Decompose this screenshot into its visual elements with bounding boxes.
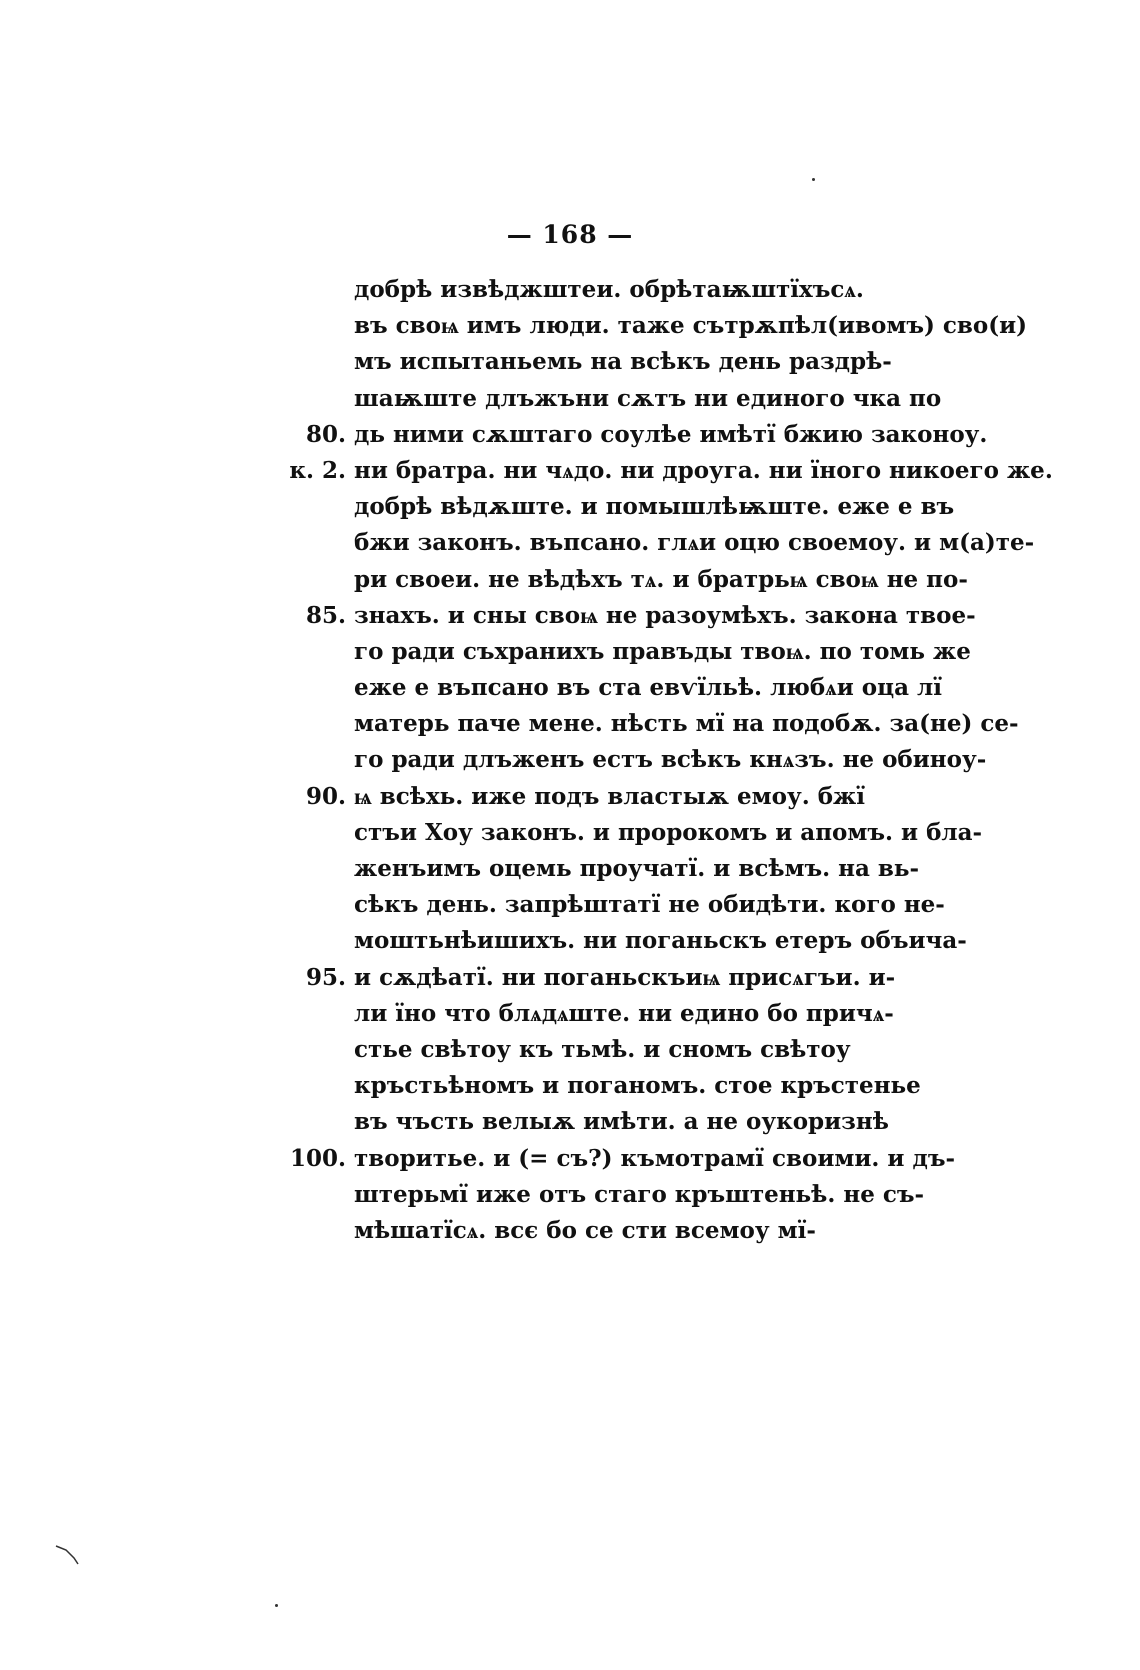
page-number: — 168 —	[506, 220, 634, 249]
line-text: го ради длъженъ естъ всѣкъ кнѧзъ. не обиноу-	[354, 746, 987, 774]
text-line	[270, 489, 960, 525]
text-line	[270, 598, 976, 634]
text-line	[270, 381, 960, 417]
text-line	[270, 742, 987, 778]
line-text: и сѫдѣатї. ни поганьскъиѩ присѧгъи. и-	[354, 963, 896, 991]
line-text: ри своеи. не вѣдѣхъ тѧ. и братрьѩ своѩ не по-	[354, 565, 968, 593]
text-line	[270, 417, 988, 453]
text-line	[270, 960, 960, 996]
text-line	[270, 525, 1035, 561]
line-text: матерь паче мене. нѣсть мї на подобѫ. за(не) се-	[354, 710, 1019, 738]
line-text: ни братра. ни чѧдо. ни дроуга. ни їного никоего же.	[354, 456, 1053, 484]
text-line	[270, 851, 960, 887]
line-text: женъимъ оцемь проучатї. и всѣмъ. на вь-	[354, 855, 920, 882]
text-line	[270, 706, 1019, 742]
text-line	[270, 344, 960, 380]
line-text: стъи Хоу законъ. и пророкомъ и апомъ. и бла-	[354, 818, 983, 846]
line-text: въ чъсть велыѫ имѣти. а не оукоризнѣ	[354, 1108, 889, 1136]
line-marker: 90.	[305, 782, 346, 810]
text-line	[270, 272, 960, 308]
line-text: ли їно что блѧдѧште. ни едино бо причѧ-	[354, 999, 894, 1027]
line-marker: 100.	[289, 1144, 346, 1172]
text-line	[270, 1141, 960, 1177]
line-marker: 95.	[305, 963, 346, 991]
line-text: сѣкъ день. запрѣштатї не обидѣти. кого не-	[354, 891, 945, 919]
scan-speck	[275, 1604, 278, 1607]
text-line	[270, 1177, 960, 1213]
line-text: бжи законъ. въпсано. глѧи оцю своемоу. и м(а)те-	[354, 529, 1035, 557]
text-line	[270, 996, 960, 1032]
text-line	[270, 923, 967, 959]
text-line	[270, 779, 960, 815]
text-line	[270, 815, 983, 851]
scan-mark	[54, 1544, 84, 1568]
text-line	[270, 1068, 960, 1104]
line-text: добрѣ извѣджштеи. обрѣтаѭштїхъсѧ.	[354, 276, 864, 303]
line-text: кръстьѣномъ и поганомъ. стое кръстенье	[354, 1072, 921, 1100]
line-text: еже е въпсано въ ста евѵїльѣ. любѧи оца лї	[354, 674, 942, 702]
text-block	[270, 272, 1053, 1249]
line-text: дь ними сѫштаго соулѣе имѣтї бжию законоу.	[354, 420, 988, 448]
text-line	[270, 887, 960, 923]
text-line	[270, 308, 1028, 344]
line-text: знахъ. и сны своѩ не разоумѣхъ. закона твое-	[354, 601, 976, 629]
text-line	[270, 1104, 960, 1140]
line-marker: 85.	[305, 601, 346, 629]
line-text: моштьнѣишихъ. ни поганьскъ етеръ объича-	[354, 927, 967, 955]
text-line	[270, 634, 971, 670]
scan-speck	[812, 178, 815, 181]
text-line	[270, 1032, 960, 1068]
text-line	[270, 670, 960, 706]
line-marker: 80.	[305, 420, 346, 448]
text-line	[270, 453, 1053, 489]
line-text: ѩ всѣхь. иже подъ властыѫ емоу. бжї	[354, 782, 866, 810]
line-text: стье свѣтоу къ тьмѣ. и сномъ свѣтоу	[354, 1035, 851, 1063]
line-text: въ своѩ имъ люди. таже сътрѫпѣл(ивомъ) сво(и)	[354, 312, 1028, 340]
line-text: мъ испытаньемь на всѣкъ день раздрѣ-	[354, 348, 892, 376]
text-line	[270, 562, 968, 598]
line-text: творитье. и (= съ?) къмотрамї своими. и дъ-	[354, 1144, 956, 1172]
text-line	[270, 1213, 960, 1249]
line-text: шаѭште длъжъни сѫтъ ни единого чка по	[354, 384, 942, 412]
line-text: штерьмї иже отъ стаго кръштеньѣ. не съ-	[354, 1180, 925, 1208]
line-text: мѣшатїсѧ. всє бо се сти всемоу мї-	[354, 1216, 816, 1244]
line-text: добрѣ вѣдѫште. и помышлѣѭште. еже е въ	[354, 493, 955, 521]
line-marker: к. 2.	[289, 456, 346, 484]
line-text: го ради съхранихъ правъды твоѩ. по томь же	[354, 637, 971, 665]
